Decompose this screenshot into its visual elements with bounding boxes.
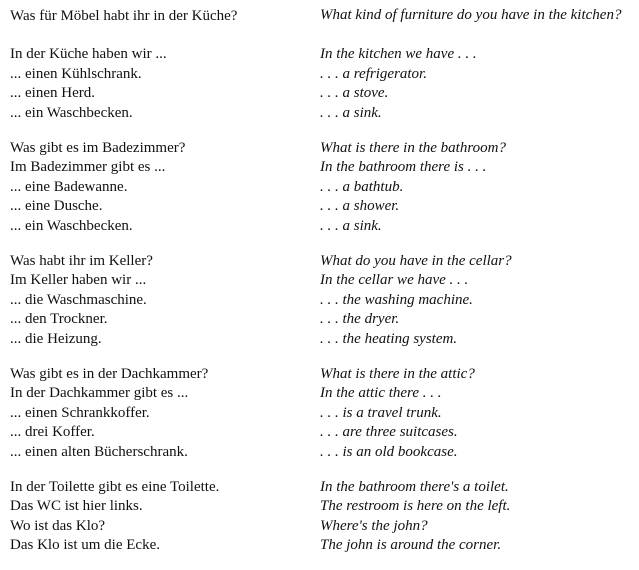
line-row (0, 309, 639, 329)
line-row (0, 516, 639, 536)
german-text: Das Klo ist um die Ecke. (10, 537, 160, 553)
english-text: What kind of furniture do you have in the kitchen? (320, 7, 622, 23)
line-row (0, 44, 639, 64)
line-row (0, 216, 639, 236)
english-text: What do you have in the cellar? (320, 253, 512, 269)
english-text: In the cellar we have . . . (320, 272, 469, 288)
english-text: . . . a bathtub. (320, 179, 404, 195)
german-text: Das WC ist hier links. (10, 498, 143, 514)
line-row (0, 442, 639, 462)
english-text: What is there in the bathroom? (320, 140, 506, 156)
english-text: . . . are three suitcases. (320, 424, 458, 440)
english-text: . . . is an old bookcase. (320, 444, 458, 460)
english-text: What is there in the attic? (320, 366, 475, 382)
german-text: Was gibt es im Badezimmer? (10, 140, 186, 156)
german-text: In der Dachkammer gibt es ... (10, 385, 189, 401)
english-text: In the bathroom there is . . . (320, 159, 487, 175)
english-text: The restroom is here on the left. (320, 498, 511, 514)
line-row (0, 196, 639, 216)
line-row (0, 535, 639, 555)
german-text: Was habt ihr im Keller? (10, 253, 153, 269)
german-text: Im Badezimmer gibt es ... (10, 159, 166, 175)
line-row (0, 422, 639, 442)
line-row (0, 270, 639, 290)
line-row (0, 290, 639, 310)
german-text: ... die Heizung. (10, 331, 102, 347)
line-row (0, 64, 639, 84)
line-row (0, 403, 639, 423)
german-text: ... drei Koffer. (10, 424, 95, 440)
german-text: ... eine Badewanne. (10, 179, 128, 195)
german-text: In der Küche haben wir ... (10, 46, 167, 62)
english-text: . . . a sink. (320, 218, 382, 234)
line-row (0, 103, 639, 123)
english-text: . . . a shower. (320, 198, 400, 214)
line-row (0, 157, 639, 177)
german-text: In der Toilette gibt es eine Toilette. (10, 479, 220, 495)
german-text: Im Keller haben wir ... (10, 272, 147, 288)
line-row (0, 138, 639, 158)
german-text: ... ein Waschbecken. (10, 105, 133, 121)
german-text: ... einen Schrankkoffer. (10, 405, 150, 421)
german-text: Was für Möbel habt ihr in der Küche? (10, 8, 238, 24)
line-row (0, 6, 639, 26)
line-row (0, 177, 639, 197)
english-text: The john is around the corner. (320, 537, 502, 553)
german-text: Was gibt es in der Dachkammer? (10, 366, 209, 382)
english-text: . . . the heating system. (320, 331, 458, 347)
english-text: Where's the john? (320, 518, 428, 534)
english-text: . . . a stove. (320, 85, 389, 101)
line-row (0, 383, 639, 403)
german-text: ... einen Herd. (10, 85, 95, 101)
german-text: ... eine Dusche. (10, 198, 103, 214)
english-text: . . . a sink. (320, 105, 382, 121)
german-text: Wo ist das Klo? (10, 518, 106, 534)
english-text: . . . the dryer. (320, 311, 400, 327)
english-text: In the attic there . . . (320, 385, 442, 401)
english-text: . . . is a travel trunk. (320, 405, 442, 421)
german-text: ... die Waschmaschine. (10, 292, 147, 308)
german-text: ... ein Waschbecken. (10, 218, 133, 234)
english-text: . . . a refrigerator. (320, 66, 427, 82)
german-text: ... einen alten Bücherschrank. (10, 444, 188, 460)
english-text: In the bathroom there's a toilet. (320, 479, 509, 495)
line-row (0, 251, 639, 271)
line-row (0, 477, 639, 497)
line-row (0, 496, 639, 516)
line-row (0, 83, 639, 103)
line-row (0, 329, 639, 349)
german-text: ... den Trockner. (10, 311, 108, 327)
german-text: ... einen Kühlschrank. (10, 66, 142, 82)
english-text: In the kitchen we have . . . (320, 46, 477, 62)
line-row (0, 364, 639, 384)
english-text: . . . the washing machine. (320, 292, 473, 308)
